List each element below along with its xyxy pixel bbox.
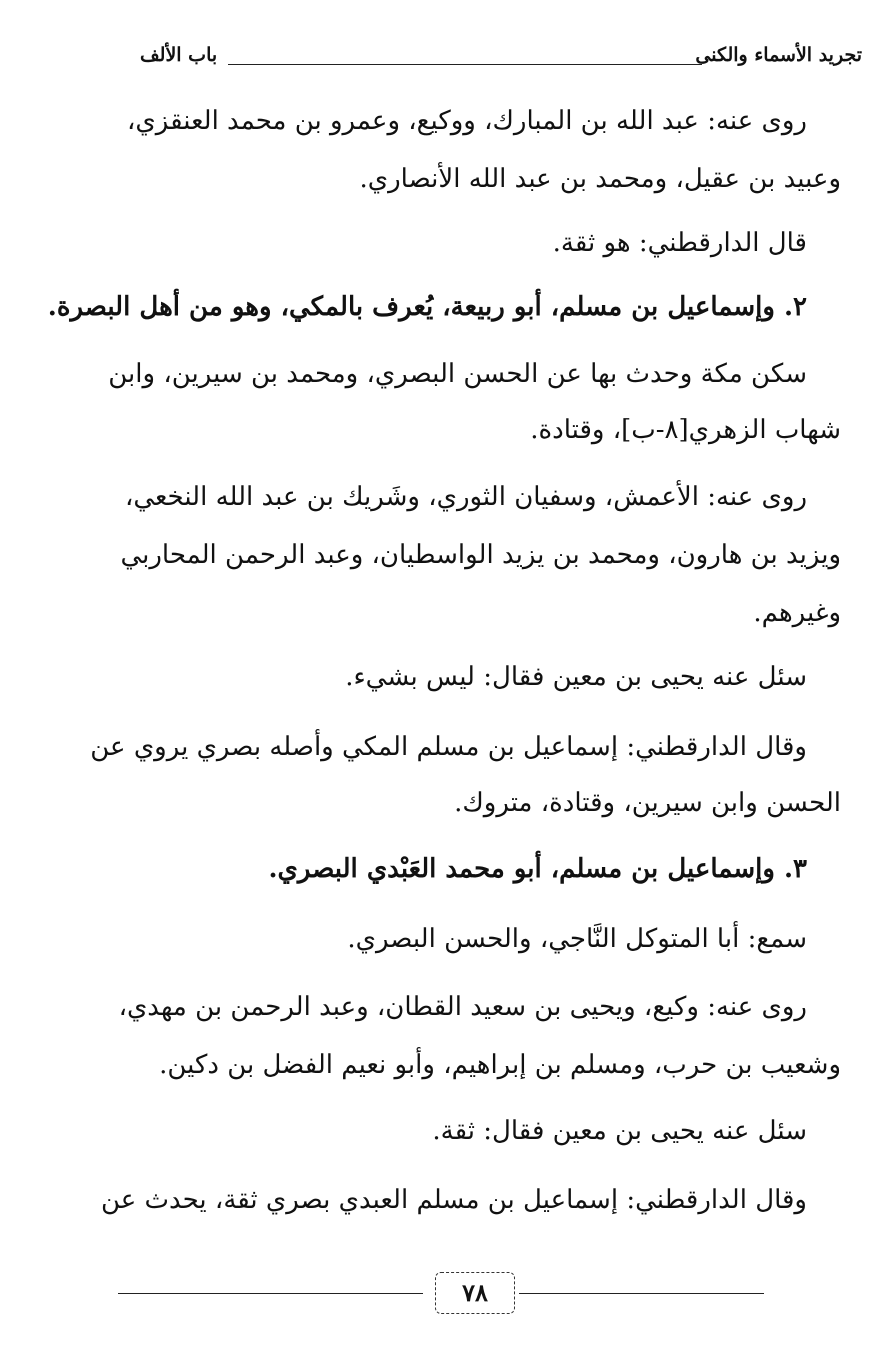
text-line: وعبيد بن عقيل، ومحمد بن عبد الله الأنصاري. <box>359 164 841 194</box>
text-line: الحسن وابن سيرين، وقتادة، متروك. <box>454 788 841 818</box>
text-line: وغيرهم. <box>753 598 841 628</box>
text-line: قال الدارقطني: هو ثقة. <box>552 228 807 258</box>
footer-rule-right <box>519 1293 764 1294</box>
entry-heading: ٢. وإسماعيل بن مسلم، أبو ربيعة، يُعرف بالمكي، وهو من أهل البصرة. <box>47 292 807 322</box>
text-line: وقال الدارقطني: إسماعيل بن مسلم العبدي بصري ثقة، يحدث عن <box>100 1185 807 1215</box>
text-line: سمع: أبا المتوكل النَّاجي، والحسن البصري. <box>347 924 807 954</box>
text-line: روى عنه: وكيع، ويحيى بن سعيد القطان، وعبد الرحمن بن مهدي، <box>118 992 807 1022</box>
page-number: ٧٨ <box>435 1272 515 1314</box>
text-line: سئل عنه يحيى بن معين فقال: ليس بشيء. <box>345 662 807 692</box>
text-line: روى عنه: الأعمش، وسفيان الثوري، وشَريك بن عبد الله النخعي، <box>124 482 807 512</box>
chapter-title: باب الألف <box>140 44 218 66</box>
text-line: شهاب الزهري[٨-ب]، وقتادة. <box>530 415 841 445</box>
text-line: سئل عنه يحيى بن معين فقال: ثقة. <box>432 1116 807 1146</box>
page-footer <box>118 1270 764 1320</box>
book-title: تجريد الأسماء والكنى <box>695 44 862 66</box>
header-rule <box>228 64 702 65</box>
footer-rule-left <box>118 1293 423 1294</box>
text-line: وشعيب بن حرب، ومسلم بن إبراهيم، وأبو نعيم الفضل بن دكين. <box>159 1050 841 1080</box>
text-line: سكن مكة وحدث بها عن الحسن البصري، ومحمد بن سيرين، وابن <box>108 359 807 389</box>
text-line: وقال الدارقطني: إسماعيل بن مسلم المكي وأصله بصري يروي عن <box>90 732 807 762</box>
running-header <box>140 44 862 84</box>
text-line: روى عنه: عبد الله بن المبارك، ووكيع، وعمرو بن محمد العنقزي، <box>127 106 807 136</box>
entry-heading: ٣. وإسماعيل بن مسلم، أبو محمد العَبْدي البصري. <box>268 854 807 884</box>
text-line: ويزيد بن هارون، ومحمد بن يزيد الواسطيان، وعبد الرحمن المحاربي <box>120 540 841 570</box>
